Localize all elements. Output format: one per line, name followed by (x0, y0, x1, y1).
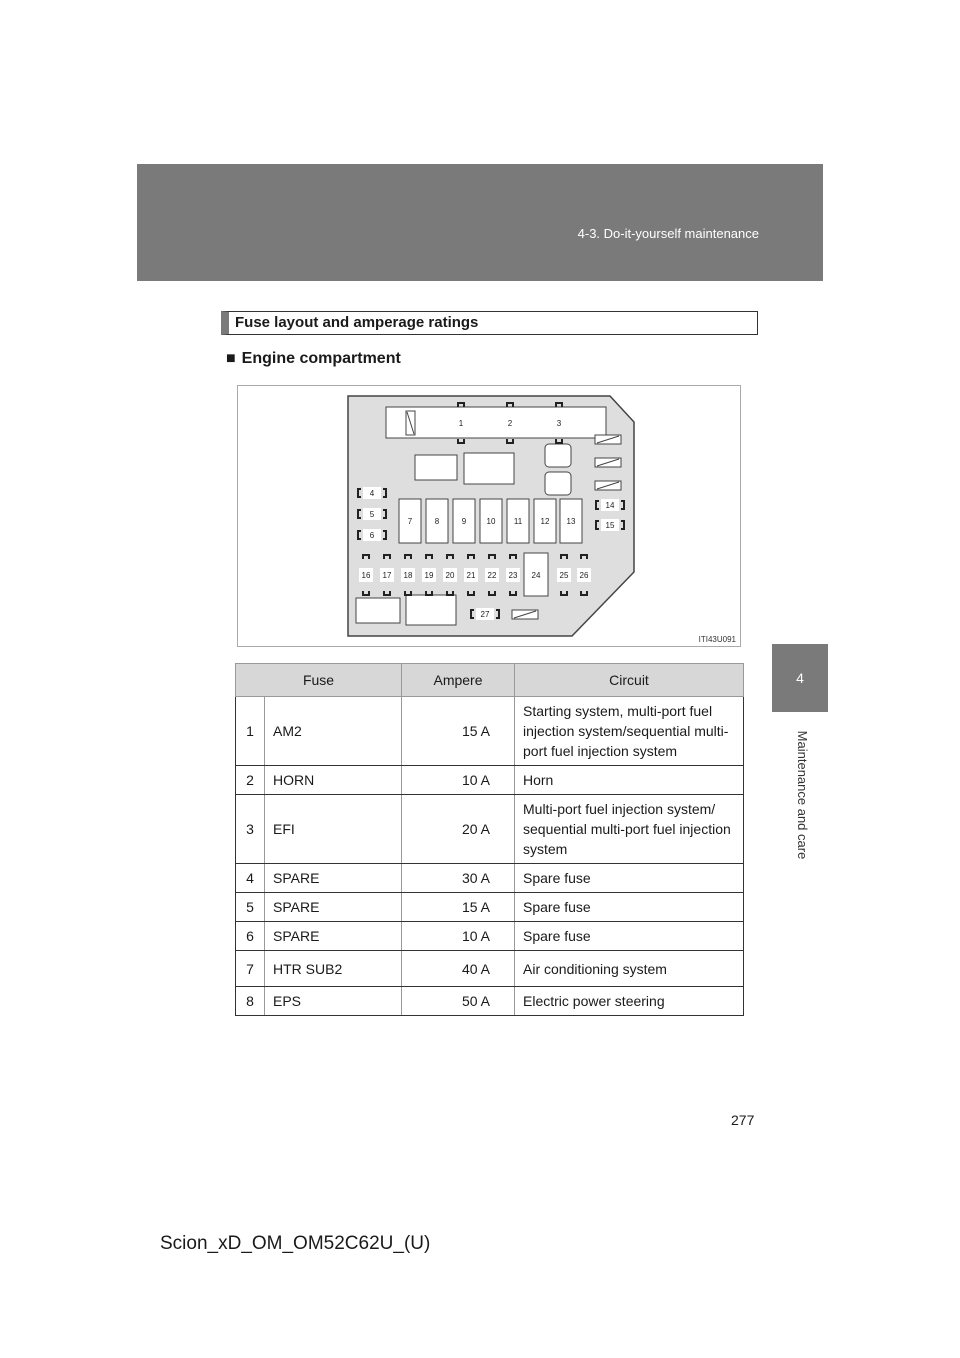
fuse-ampere: 10 A (402, 766, 515, 795)
fuse-name: HTR SUB2 (265, 951, 402, 987)
document-id: Scion_xD_OM_OM52C62U_(U) (160, 1233, 431, 1254)
fuse-table (235, 663, 744, 1016)
fuse-circuit: Spare fuse (515, 922, 744, 951)
fuse-name: AM2 (265, 697, 402, 766)
fuse-circuit: Electric power steering (515, 987, 744, 1016)
fuse-number-label: 1 (458, 419, 464, 428)
fuse-number: 8 (236, 987, 265, 1016)
subheading-text: Engine compartment (241, 350, 401, 367)
top-fuse-strip (386, 407, 606, 438)
fuse-name: HORN (265, 766, 402, 795)
table-row (236, 864, 744, 893)
relay-1 (415, 455, 457, 480)
fuse-ampere: 40 A (402, 951, 515, 987)
square-bullet-icon: ■ (226, 350, 236, 367)
fuse-number-label: 26 (579, 571, 589, 580)
chapter-title: Maintenance and care (795, 730, 810, 860)
fuse-number-label: 14 (605, 501, 615, 510)
relay-4 (545, 472, 571, 495)
fuse-number-label: 9 (461, 517, 467, 526)
fuse-ampere: 30 A (402, 864, 515, 893)
fuse-ampere: 20 A (402, 795, 515, 864)
fuse-ampere: 50 A (402, 987, 515, 1016)
lower-relay-2 (406, 595, 456, 625)
fuse-number-label: 4 (369, 489, 375, 498)
fuse-number-label: 24 (531, 571, 541, 580)
section-title: Fuse layout and amperage ratings (221, 311, 758, 335)
fuse-circuit: Spare fuse (515, 864, 744, 893)
header-fuse: Fuse (236, 664, 402, 697)
fuse-number-label: 21 (466, 571, 476, 580)
fuse-number-label: 15 (605, 521, 615, 530)
fuse-box-figure (237, 385, 741, 647)
lower-relay-1 (356, 598, 400, 623)
fuse-number-label: 25 (559, 571, 569, 580)
fuse-number: 1 (236, 697, 265, 766)
fuse-number: 5 (236, 893, 265, 922)
chapter-number: 4 (796, 670, 804, 686)
fuse-number-label: 20 (445, 571, 455, 580)
fuse-number: 4 (236, 864, 265, 893)
table-header-row (236, 664, 744, 697)
fuse-number-label: 5 (369, 510, 375, 519)
page-number: 277 (731, 1112, 755, 1128)
header-circuit: Circuit (515, 664, 744, 697)
fuse-ampere: 15 A (402, 893, 515, 922)
fuse-circuit: Spare fuse (515, 893, 744, 922)
fuse-number-label: 27 (480, 610, 490, 619)
fuse-box-diagram (238, 386, 742, 648)
fuse-number: 3 (236, 795, 265, 864)
relay-3 (545, 444, 571, 467)
fuse-ampere: 10 A (402, 922, 515, 951)
table-row (236, 893, 744, 922)
fuse-number-label: 10 (486, 517, 496, 526)
fuse-number-label: 13 (566, 517, 576, 526)
table-row (236, 951, 744, 987)
subheading (226, 350, 401, 368)
fuse-number-label: 12 (540, 517, 550, 526)
table-row (236, 795, 744, 864)
fuse-number: 2 (236, 766, 265, 795)
fuse-number: 6 (236, 922, 265, 951)
fuse-number-label: 17 (382, 571, 392, 580)
fuse-circuit: Starting system, multi-port fuel injection system/sequential multi-port fuel injection system (515, 697, 744, 766)
figure-code: ITI43U091 (698, 635, 736, 644)
fuse-number-label: 6 (369, 531, 375, 540)
header-ampere: Ampere (402, 664, 515, 697)
fuse-number-label: 8 (434, 517, 440, 526)
fuse-number-label: 22 (487, 571, 497, 580)
fuse-name: SPARE (265, 864, 402, 893)
fuse-circuit: Horn (515, 766, 744, 795)
header-band (137, 164, 823, 281)
fuse-number-label: 23 (508, 571, 518, 580)
table-row (236, 766, 744, 795)
fuse-name: SPARE (265, 893, 402, 922)
fuse-number-label: 16 (361, 571, 371, 580)
fuse-number-label: 19 (424, 571, 434, 580)
table-row (236, 987, 744, 1016)
section-label: 4-3. Do-it-yourself maintenance (577, 226, 759, 241)
fuse-number-label: 11 (513, 517, 523, 526)
fuse-number: 7 (236, 951, 265, 987)
table-row (236, 697, 744, 766)
fuse-number-label: 18 (403, 571, 413, 580)
fuse-circuit: Multi-port fuel injection system/ sequential multi-port fuel injection system (515, 795, 744, 864)
fuse-number-label: 3 (556, 419, 562, 428)
fuse-number-label: 2 (507, 419, 513, 428)
fuse-ampere: 15 A (402, 697, 515, 766)
fuse-name: SPARE (265, 922, 402, 951)
fuse-name: EFI (265, 795, 402, 864)
fuse-circuit: Air conditioning system (515, 951, 744, 987)
fuse-name: EPS (265, 987, 402, 1016)
fuse-number-label: 7 (407, 517, 413, 526)
relay-2 (464, 453, 514, 484)
table-row (236, 922, 744, 951)
